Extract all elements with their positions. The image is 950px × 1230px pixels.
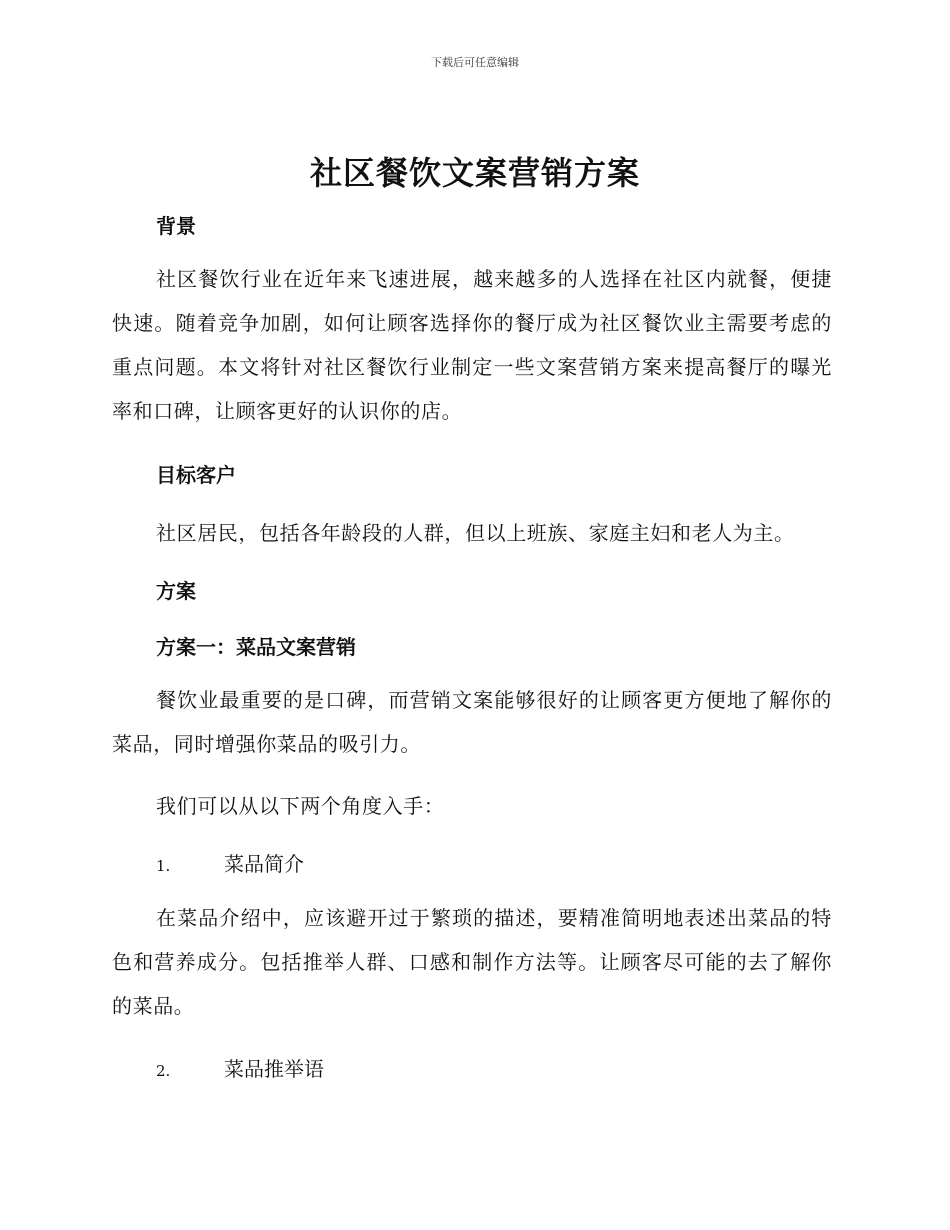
list-number: 1.	[156, 857, 171, 875]
list-item-1	[156, 848, 304, 877]
list-label: 菜品推举语	[224, 1057, 324, 1081]
document-title: 社区餐饮文案营销方案	[309, 154, 640, 192]
list-number: 2.	[156, 1062, 171, 1080]
paragraph-plan-intro: 餐饮业最重要的是口碑，而营销文案能够很好的让顾客更方便地了解你的菜品，同时增强你菜品的吸引力。	[112, 688, 832, 756]
list-label: 菜品简介	[224, 852, 304, 876]
header-note: 下载后可任意编辑	[431, 56, 519, 69]
paragraph-item-1: 在菜品介绍中，应该避开过于繁琐的描述，要精准简明地表述出菜品的特色和营养成分。包括推举人群、口感和制作方法等。让顾客尽可能的去了解你的菜品。	[112, 906, 832, 1018]
paragraph-background: 社区餐饮行业在近年来飞速进展，越来越多的人选择在社区内就餐，便捷快速。随着竞争加剧，如何让顾客选择你的餐厅成为社区餐饮业主需要考虑的重点问题。本文将针对社区餐饮行业制定一些文案营销方案来提高餐厅的曝光率和口碑，让顾客更好的认识你的店。	[112, 267, 832, 423]
paragraph-plan-lead: 我们可以从以下两个角度入手：	[156, 794, 445, 818]
section-heading-target: 目标客户	[156, 463, 236, 487]
list-item-2	[156, 1053, 324, 1082]
subheading-plan-one: 方案一：菜品文案营销	[156, 635, 356, 659]
section-heading-background: 背景	[156, 214, 196, 238]
paragraph-target: 社区居民，包括各年龄段的人群，但以上班族、家庭主妇和老人为主。	[156, 521, 795, 545]
section-heading-plan: 方案	[156, 579, 196, 603]
